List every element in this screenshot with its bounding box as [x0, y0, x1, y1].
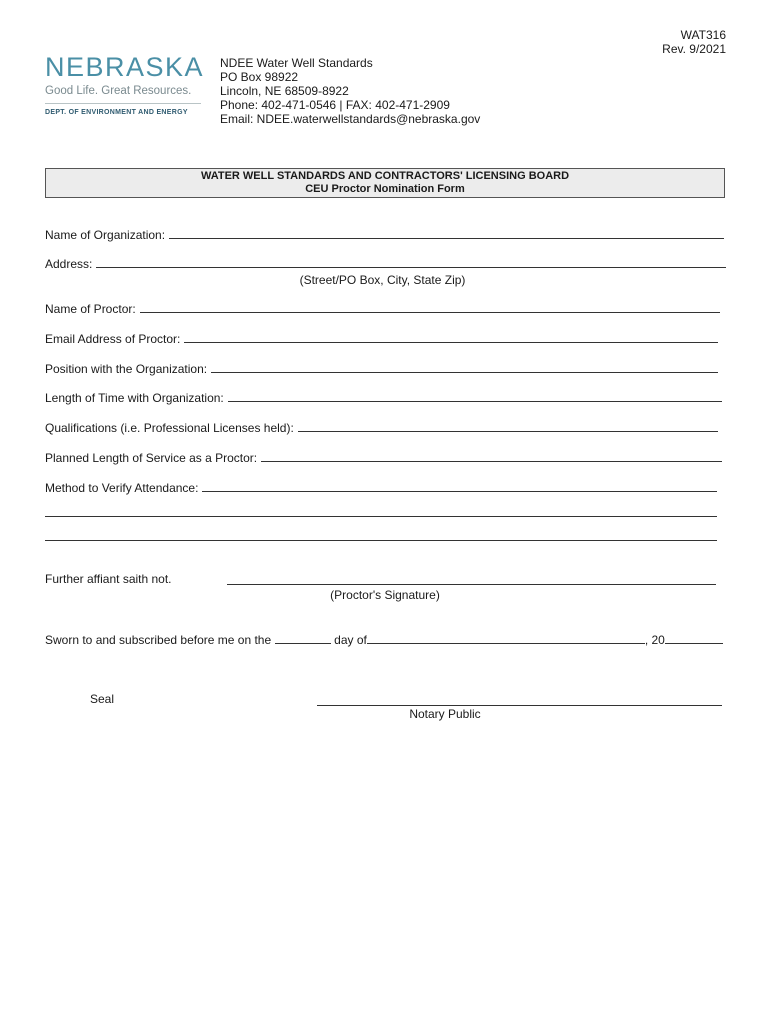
- affiant-statement: Further affiant saith not.: [45, 572, 172, 586]
- verify-method-label: Method to Verify Attendance:: [45, 481, 199, 495]
- qualifications-field[interactable]: [298, 421, 718, 432]
- address-row: [45, 257, 726, 271]
- sworn-year-label: , 20: [644, 633, 665, 647]
- organization-row: [45, 228, 724, 242]
- qualifications-row: [45, 421, 718, 435]
- sworn-label: Sworn to and subscribed before me on the: [45, 633, 272, 647]
- contact-phone: Phone: 402-471-0546 | FAX: 402-471-2909: [220, 98, 450, 112]
- proctor-signature-caption: (Proctor's Signature): [330, 588, 440, 602]
- contact-block: [220, 56, 480, 126]
- planned-length-label: Planned Length of Service as a Proctor:: [45, 451, 258, 465]
- board-title: WATER WELL STANDARDS AND CONTRACTORS' LICENSING BOARD: [200, 170, 570, 182]
- position-row: [45, 362, 718, 376]
- contact-city: Lincoln, NE 68509-8922: [220, 84, 349, 98]
- logo-tagline: Good Life. Great Resources.: [45, 85, 192, 97]
- contact-email: Email: NDEE.waterwellstandards@nebraska.gov: [220, 112, 481, 126]
- proctor-name-label: Name of Proctor:: [45, 302, 136, 316]
- notary-signature-line[interactable]: [317, 705, 722, 706]
- verify-method-row: [45, 481, 717, 495]
- length-with-org-label: Length of Time with Organization:: [45, 391, 224, 405]
- proctor-signature-line[interactable]: [227, 584, 716, 585]
- form-title: CEU Proctor Nomination Form: [305, 183, 465, 195]
- length-with-org-row: [45, 391, 722, 405]
- sworn-month-field[interactable]: [367, 643, 645, 644]
- organization-label: Name of Organization:: [45, 228, 166, 242]
- sworn-row: [45, 633, 723, 647]
- proctor-email-field[interactable]: [184, 332, 718, 343]
- contact-office: NDEE Water Well Standards: [220, 56, 373, 70]
- verify-method-line-3[interactable]: [45, 540, 717, 541]
- proctor-name-row: [45, 302, 720, 316]
- position-field[interactable]: [211, 362, 718, 373]
- logo-department: DEPT. OF ENVIRONMENT AND ENERGY: [45, 109, 188, 116]
- proctor-name-field[interactable]: [140, 302, 720, 313]
- planned-length-row: [45, 451, 722, 465]
- planned-length-field[interactable]: [261, 451, 722, 462]
- form-code-block: [662, 28, 726, 56]
- form-code: WAT316: [680, 28, 726, 42]
- organization-field[interactable]: [169, 228, 724, 239]
- proctor-email-row: [45, 332, 718, 346]
- address-field[interactable]: [96, 257, 726, 268]
- revision-date: Rev. 9/2021: [662, 42, 726, 56]
- proctor-email-label: Email Address of Proctor:: [45, 332, 181, 346]
- sworn-year-field[interactable]: [665, 643, 723, 644]
- length-with-org-field[interactable]: [228, 391, 722, 402]
- ndee-logo: [45, 53, 205, 116]
- logo-wordmark: NEBRASKA: [45, 52, 205, 82]
- notary-caption: Notary Public: [409, 707, 481, 721]
- sworn-day-of-label: day of: [334, 633, 367, 647]
- address-hint: (Street/PO Box, City, State Zip): [299, 273, 466, 287]
- qualifications-label: Qualifications (i.e. Professional Licenses held):: [45, 421, 294, 435]
- seal-label: Seal: [90, 692, 115, 706]
- address-label: Address:: [45, 257, 93, 271]
- verify-method-field[interactable]: [202, 481, 717, 492]
- form-title-box: [45, 168, 725, 198]
- logo-divider: [45, 103, 201, 104]
- position-label: Position with the Organization:: [45, 362, 208, 376]
- verify-method-line-2[interactable]: [45, 516, 717, 517]
- sworn-day-field[interactable]: [275, 643, 331, 644]
- contact-po-box: PO Box 98922: [220, 70, 299, 84]
